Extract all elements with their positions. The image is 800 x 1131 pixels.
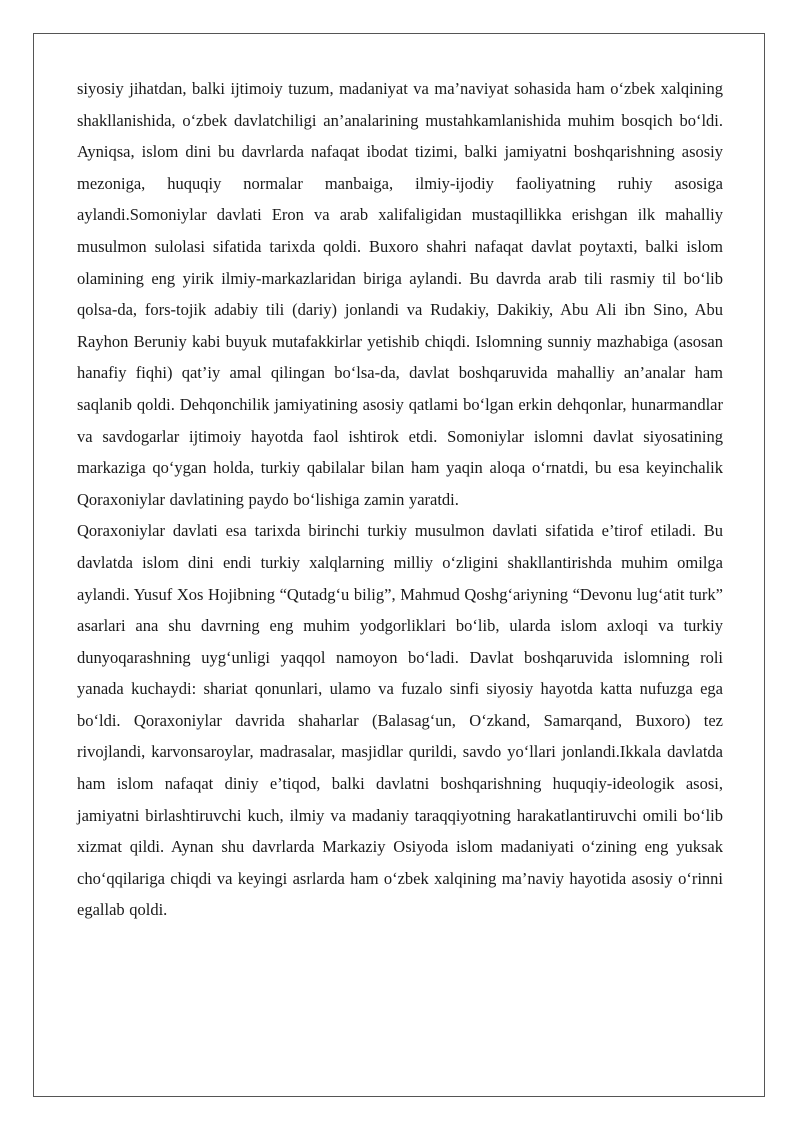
document-body xyxy=(77,73,723,926)
paragraph: Qoraxoniylar davlati esa tarixda birinchi turkiy musulmon davlati sifatida e’tirof etiladi. Bu davlatda islom dini endi turkiy xalqlarning milliy o‘zligini shakllantirishda muhim omilga aylandi. Yusuf Xos Hojibning “Qutadg‘u bilig”, Mahmud Qoshg‘ariyning “Devonu lug‘atit turk” asarlari ana shu davrning eng muhim yodgorliklari bo‘lib, ularda islom axloqi va turkiy dunyoqarashning uyg‘unligi yaqqol namoyon bo‘ladi. Davlat boshqaruvida islomning roli yanada kuchaydi: shariat qonunlari, ulamo va fuzalo sinfi siyosiy hayotda katta nufuzga ega bo‘ldi. Qoraxoniylar davrida shaharlar (Balasag‘un, O‘zkand, Samarqand, Buxoro) tez rivojlandi, karvonsaroylar, madrasalar, masjidlar qurildi, savdo yo‘llari jonlandi.Ikkala davlatda ham islom nafaqat diniy e’tiqod, balki davlatni boshqarishning huquqiy-ideologik asosi, jamiyatni birlashtiruvchi kuch, ilmiy va madaniy taraqqiyotning harakatlantiruvchi omili bo‘lib xizmat qildi. Aynan shu davrlarda Markaziy Osiyoda islom madaniyati o‘zining eng yuksak cho‘qqilariga chiqdi va keyingi asrlarda ham o‘zbek xalqining ma’naviy hayotida asosiy o‘rinni egallab qoldi. xyxy=(77,521,723,920)
paragraph: siyosiy jihatdan, balki ijtimoiy tuzum, madaniyat va ma’naviyat sohasida ham o‘zbek xalqining shakllanishida, o‘zbek davlatchiligi an’analarining mustahkamlanishida muhim bosqich bo‘ldi. Ayniqsa, islom dini bu davrlarda nafaqat ibodat tizimi, balki jamiyatni boshqarishning asosiy mezoniga, huquqiy normalar manbaiga, ilmiy-ijodiy faoliyatning ruhiy asosiga aylandi.Somoniylar davlati Eron va arab xalifaligidan mustaqillikka erishgan ilk mahalliy musulmon sulolasi sifatida tarixda qoldi. Buxoro shahri nafaqat davlat poytaxti, balki islom olamining eng yirik ilmiy-markazlaridan biriga aylandi. Bu davrda arab tili rasmiy til bo‘lib qolsa-da, fors-tojik adabiy tili (dariy) jonlandi va Rudakiy, Dakikiy, Abu Ali ibn Sino, Abu Rayhon Beruniy kabi buyuk mutafakkirlar yetishib chiqdi. Islomning sunniy mazhabiga (asosan hanafiy fiqhi) qat’iy amal qilingan bo‘lsa-da, davlat boshqaruvida mahalliy an’analar ham saqlanib qoldi. Dehqonchilik jamiyatining asosiy qatlami bo‘lgan erkin dehqonlar, hunarmandlar va savdogarlar ijtimoiy hayotda faol ishtirok etdi. Somoniylar islomni davlat siyosatining markaziga qo‘ygan holda, turkiy qabilalar bilan ham yaqin aloqa o‘rnatdi, bu esa keyinchalik Qoraxoniylar davlatining paydo bo‘lishiga zamin yaratdi. xyxy=(77,79,723,509)
